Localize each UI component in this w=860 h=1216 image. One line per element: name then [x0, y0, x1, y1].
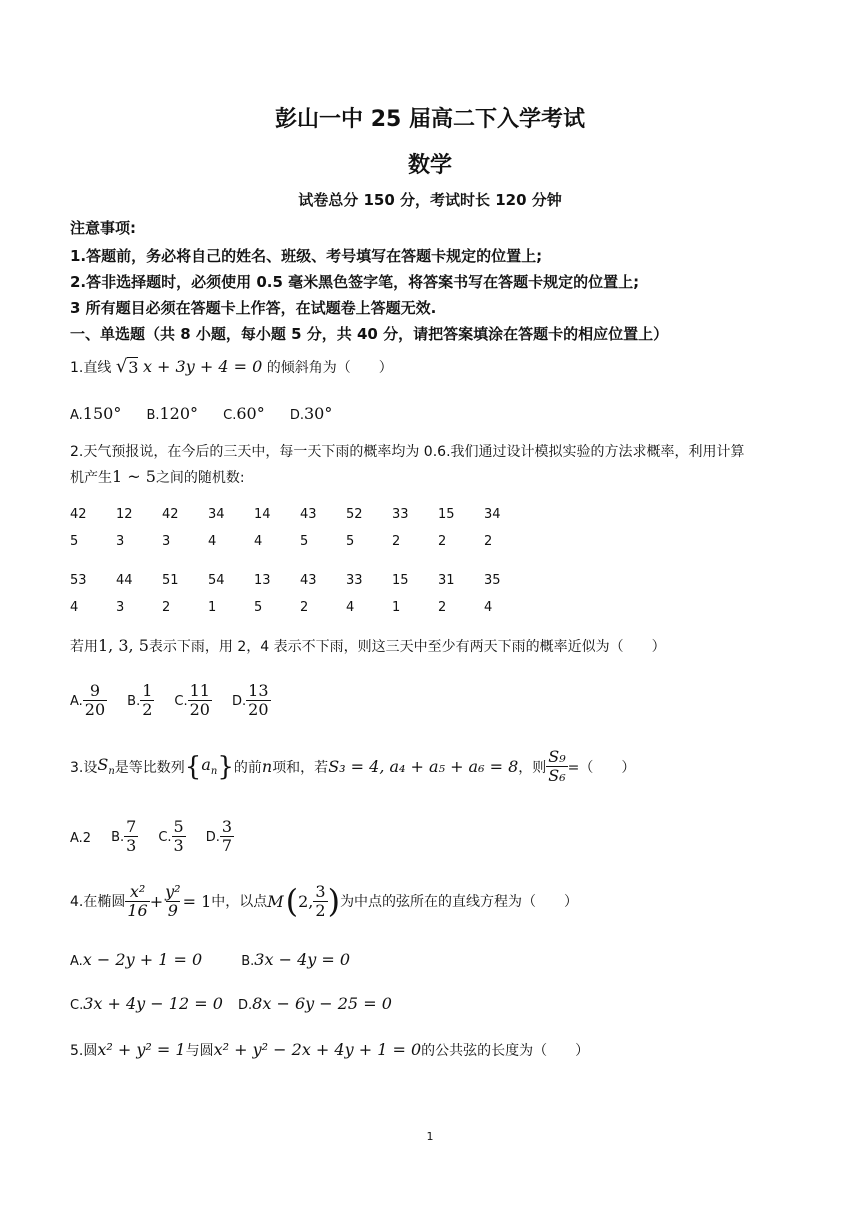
text-span: 的公共弦的长度为（ ）	[421, 1043, 590, 1059]
fraction: $\frac{3}{7}$	[221, 817, 233, 855]
table-cell: 42	[162, 507, 179, 522]
fraction: $\frac{1}{2}$	[142, 681, 153, 719]
fraction: $\frac{5}{3}$	[173, 817, 184, 855]
text-span: ，则	[518, 759, 547, 776]
text-span: 表示下雨，用 2，4 表示不下雨，则这三天中至少有两天下雨的概率近似为（ ）	[148, 639, 666, 655]
option-label: A.	[70, 954, 83, 969]
exam-title: 彭山一中 25 届高二下入学考试	[275, 107, 585, 132]
table-cell: 54	[208, 573, 225, 588]
option-value: 3x + 4y − 12 = 0	[83, 994, 223, 1013]
q2-line-2	[70, 467, 245, 487]
table-cell: 2	[300, 600, 309, 615]
note-item: 2.答非选择题时，必须使用 0.5 毫米黑色签字笔，将答案书写在答题卡规定的位置上;	[70, 273, 640, 291]
table-cell: 51	[162, 573, 179, 588]
notes-heading: 注意事项:	[70, 219, 136, 237]
option-label: C.	[223, 408, 237, 423]
math-span: n	[261, 757, 273, 776]
table-cell: 43	[300, 507, 317, 522]
text-span: 3.设	[70, 759, 98, 776]
fraction: $\frac{\text{S₉}}{\text{S₆}}$	[548, 747, 566, 785]
fraction: $\frac{3}{2}$	[315, 881, 326, 920]
note-item: 1.答题前，务必将自己的姓名、班级、考号填写在答题卡规定的位置上;	[70, 247, 543, 265]
table-cell: 4	[70, 600, 79, 615]
q1-prefix: 1.直线	[70, 360, 112, 376]
note-item: 3 所有题目必须在答题卡上作答，在试题卷上答题无效.	[70, 299, 437, 317]
math-span: 2,	[298, 891, 314, 911]
option-label: C.	[70, 998, 84, 1013]
table-cell: 53	[70, 573, 87, 588]
option-value: x − 2y + 1 = 0	[82, 950, 203, 969]
table-cell: 33	[392, 507, 409, 522]
random-number-row	[70, 503, 530, 522]
table-cell: 42	[70, 507, 87, 522]
option-label: A.	[70, 408, 83, 423]
table-cell: 4	[254, 534, 263, 549]
math-span: M	[267, 891, 284, 911]
option-label: B.	[127, 694, 141, 709]
exam-info: 试卷总分 150 分，考试时长 120 分钟	[298, 191, 562, 209]
question-5	[70, 1040, 589, 1060]
text-span: 若用	[70, 639, 98, 655]
text-span: 是等比数列	[114, 759, 185, 776]
table-cell: 4	[484, 600, 493, 615]
q4-options-row-2	[70, 994, 412, 1013]
math-span: $a_n$	[201, 755, 218, 778]
table-cell: 5	[300, 534, 309, 549]
math-span: +	[149, 891, 164, 911]
option-value: 60°	[236, 404, 265, 423]
table-cell: 5	[346, 534, 355, 549]
fraction: $\frac{\text{x²}}{16}$	[127, 881, 148, 920]
option-label: D.	[289, 408, 304, 423]
page-number: 1	[426, 1130, 434, 1143]
q2-line-1: 2.天气预报说，在今后的三天中，每一天下雨的概率均为 0.6.我们通过设计模拟实验的方法求概率，利用计算	[70, 444, 745, 460]
table-cell: 2	[392, 534, 401, 549]
q1-suffix: 的倾斜角为（ ）	[266, 360, 393, 376]
table-cell: 34	[208, 507, 225, 522]
q4-options-row-1	[70, 950, 370, 969]
option-value: 8x − 6y − 25 = 0	[252, 994, 392, 1013]
option-value: 30°	[303, 404, 333, 423]
table-cell: 31	[438, 573, 455, 588]
random-number-row	[70, 530, 530, 549]
q2-condition	[70, 636, 666, 656]
subject-title: 数学	[407, 153, 452, 178]
q2-options	[70, 682, 291, 719]
text-span: =（ ）	[567, 759, 636, 776]
option-value: 120°	[159, 404, 199, 423]
option-label: D.	[231, 694, 247, 709]
math-span: 1 ~ 5	[112, 467, 156, 486]
table-cell: 3	[116, 600, 125, 615]
table-cell: 43	[300, 573, 317, 588]
q1-equation: x + 3y + 4 = 0	[142, 357, 263, 376]
option-value: 2	[82, 831, 92, 846]
table-cell: 2	[484, 534, 493, 549]
table-cell: 52	[346, 507, 363, 522]
fraction: $\frac{\text{y²}}{9}$	[165, 881, 181, 920]
table-cell: 3	[162, 534, 171, 549]
question-3: 3.设 $S_n$ 是等比数列 { $a_n$ } 的前 n 项和，若 S₃ = 4, a₄ + a₅ + a₆ = 8 ，则 $\frac{\text{S₉}}{\text{S₆}}$ =（ ）	[70, 747, 636, 785]
option-label: B.	[111, 830, 125, 845]
table-cell: 12	[116, 507, 133, 522]
option-label: B.	[241, 954, 255, 969]
math-span: x² + y² − 2x + 4y + 1 = 0	[213, 1040, 422, 1059]
q3-options	[70, 818, 254, 855]
option-label: B.	[146, 408, 160, 423]
fraction: $\frac{9}{20}$	[84, 681, 106, 719]
table-cell: 15	[438, 507, 455, 522]
option-value: 150°	[82, 404, 122, 423]
sqrt-expression: √ 3	[115, 356, 139, 377]
table-cell: 4	[208, 534, 217, 549]
text-span: 为中点的弦所在的直线方程为（ ）	[340, 894, 579, 910]
table-cell: 14	[254, 507, 271, 522]
option-label: A.	[70, 694, 83, 709]
table-cell: 1	[208, 600, 217, 615]
table-cell: 33	[346, 573, 363, 588]
random-number-row	[70, 596, 530, 615]
text-span: 中，以点	[211, 894, 268, 910]
math-span: = 1	[182, 891, 212, 911]
table-cell: 5	[70, 534, 79, 549]
math-span: $S_n$	[97, 755, 115, 778]
table-cell: 1	[392, 600, 401, 615]
text-span: 4.在椭圆	[70, 894, 126, 910]
table-cell: 2	[162, 600, 171, 615]
table-cell: 2	[438, 600, 447, 615]
math-span: 1, 3, 5	[98, 636, 149, 655]
text-span: 项和，若	[272, 759, 329, 776]
section-title: 一、单选题（共 8 小题，每小题 5 分，共 40 分，请把答案填涂在答题卡的相应位置上）	[70, 325, 669, 343]
text-span: 机产生	[70, 470, 112, 486]
table-cell: 35	[484, 573, 501, 588]
question-4: 4.在椭圆 $\frac{\text{x²}}{16}$ + $\frac{\text{y²}}{9}$ = 1 中，以点 M ( 2, $\frac{3}{2}$ ) 为中点的弦所在的直线方程为（ ）	[70, 881, 579, 920]
table-cell: 13	[254, 573, 271, 588]
table-cell: 34	[484, 507, 501, 522]
text-span: 之间的随机数:	[155, 470, 245, 486]
option-label: D.	[238, 998, 253, 1013]
random-number-row	[70, 569, 530, 588]
fraction: $\frac{11}{20}$	[189, 681, 210, 719]
fraction: $\frac{13}{20}$	[248, 681, 269, 719]
table-cell: 2	[438, 534, 447, 549]
table-cell: 3	[116, 534, 125, 549]
option-label: D.	[205, 830, 220, 845]
text-span: 5.圆	[70, 1043, 98, 1059]
table-cell: 44	[116, 573, 133, 588]
question-1	[70, 356, 393, 377]
text-span: 的前	[233, 759, 262, 776]
option-value: 3x − 4y = 0	[254, 950, 351, 969]
math-span: S₃ = 4, a₄ + a₅ + a₆ = 8	[328, 757, 519, 776]
option-label: C.	[158, 830, 172, 845]
q1-options	[70, 404, 352, 423]
option-label: A.	[70, 831, 83, 846]
text-span: 与圆	[185, 1043, 214, 1059]
table-cell: 15	[392, 573, 409, 588]
fraction: $\frac{7}{3}$	[126, 817, 137, 855]
math-span: x² + y² = 1	[97, 1040, 186, 1059]
table-cell: 5	[254, 600, 263, 615]
table-cell: 4	[346, 600, 355, 615]
option-label: C.	[174, 694, 188, 709]
